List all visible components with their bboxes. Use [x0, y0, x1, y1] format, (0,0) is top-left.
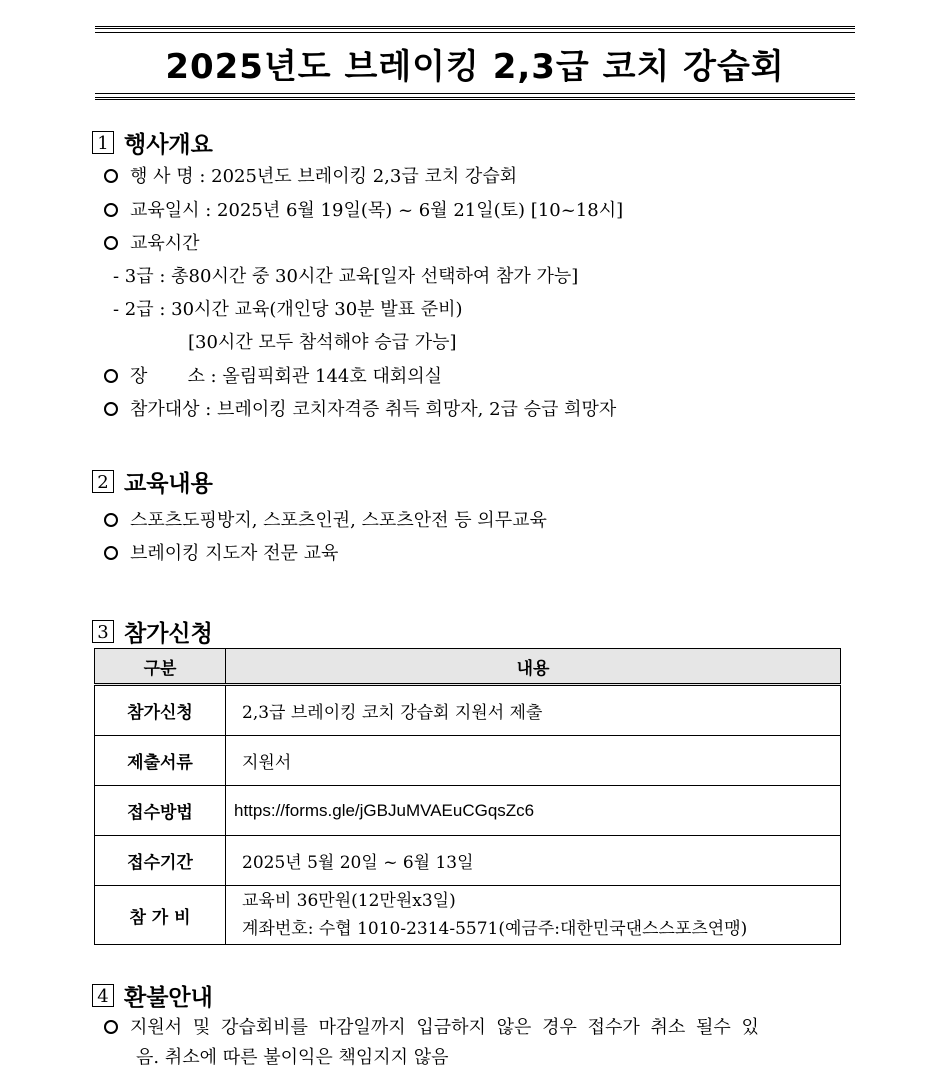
account-line: 계좌번호: 수협 1010-2314-5571(예금주:대한민국댄스스포츠연맹): [242, 919, 748, 939]
event-name-line: 행 사 명 : 2025년도 브레이킹 2,3급 코치 강습회: [104, 165, 517, 189]
header-category: 구분: [95, 649, 226, 685]
content-item-1: 스포츠도핑방지, 스포츠인권, 스포츠안전 등 의무교육: [104, 509, 547, 533]
table-row: [95, 685, 841, 736]
fee-line: 교육비 36만원(12만원x3일): [242, 891, 456, 911]
section-number: 2: [92, 470, 114, 493]
refund-line-1: 지원서 및 강습회비를 마감일까지 입금하지 않은 경우 접수가 취소 될수 있: [104, 1013, 864, 1043]
row-label: 접수기간: [95, 836, 226, 886]
title-box: [95, 26, 855, 100]
section-title: 행사개요: [124, 132, 213, 158]
content-item-2: 브레이킹 지도자 전문 교육: [104, 542, 338, 566]
row-value: 2025년 5월 20일 ~ 6월 13일: [226, 836, 841, 886]
circle-bullet-icon: [104, 236, 118, 250]
circle-bullet-icon: [104, 169, 118, 183]
apply-table: [94, 648, 841, 945]
section-number: 3: [92, 620, 114, 643]
row-value: [226, 886, 841, 945]
circle-bullet-icon: [104, 369, 118, 383]
refund-line-2: 음. 취소에 따른 불이익은 책임지지 않음: [136, 1047, 449, 1068]
section-title: 교육내용: [124, 471, 213, 497]
section-title: 환불안내: [124, 985, 213, 1011]
section-heading-overview: [92, 126, 213, 159]
page-title: 2025년도 브레이킹 2,3급 코치 강습회: [165, 47, 785, 87]
venue-line: 장 소 : 올림픽회관 144호 대회의실: [104, 365, 442, 389]
target-line: 참가대상 : 브레이킹 코치자격증 취득 희망자, 2급 승급 희망자: [104, 398, 616, 422]
row-value: 2,3급 브레이킹 코치 강습회 지원서 제출: [226, 685, 841, 736]
table-row: [95, 786, 841, 836]
circle-bullet-icon: [104, 1020, 118, 1034]
table-header-row: [95, 649, 841, 685]
section-number: 4: [92, 984, 114, 1007]
section-title: 참가신청: [124, 621, 213, 647]
section-number: 1: [92, 131, 114, 154]
row-value: 지원서: [226, 736, 841, 786]
circle-bullet-icon: [104, 402, 118, 416]
grade2-line: - 2급 : 30시간 교육(개인당 30분 발표 준비): [113, 299, 463, 320]
section-heading-content: [92, 465, 213, 498]
table-row: [95, 886, 841, 945]
row-label: 참가신청: [95, 685, 226, 736]
row-label: 접수방법: [95, 786, 226, 836]
circle-bullet-icon: [104, 546, 118, 560]
section-heading-refund: [92, 979, 213, 1012]
row-label: 참 가 비: [95, 886, 226, 945]
row-label: 제출서류: [95, 736, 226, 786]
header-content: 내용: [226, 649, 841, 685]
table-row: [95, 736, 841, 786]
grade2-note-line: [30시간 모두 참석해야 승급 가능]: [188, 332, 457, 353]
hours-line: 교육시간: [104, 232, 200, 256]
form-link[interactable]: https://forms.gle/jGBJuMVAEuCGqsZc6: [226, 786, 841, 836]
circle-bullet-icon: [104, 513, 118, 527]
circle-bullet-icon: [104, 203, 118, 217]
schedule-line: 교육일시 : 2025년 6월 19일(목) ~ 6월 21일(토) [10~18시]: [104, 199, 623, 223]
table-row: [95, 836, 841, 886]
grade3-line: - 3급 : 총80시간 중 30시간 교육[일자 선택하여 참가 가능]: [113, 266, 579, 287]
section-heading-apply: [92, 615, 213, 648]
